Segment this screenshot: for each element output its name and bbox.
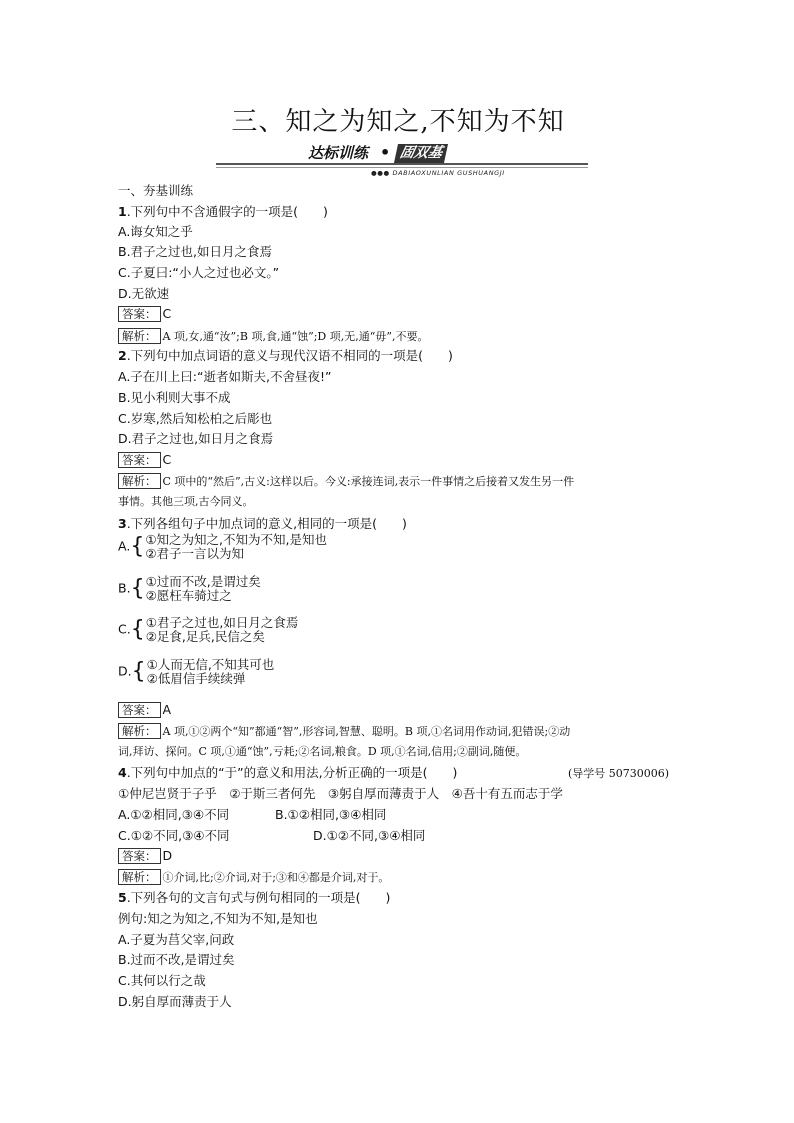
answer-value: D [162, 848, 173, 863]
analysis-text: A 项,女,通“汝”;B 项,食,通“蚀”;D 项,无,通“毋”,不要。 [162, 330, 429, 343]
brace-icon: { [130, 576, 145, 601]
q1-option-c: C.子夏曰:“小人之过也必文。” [118, 265, 280, 280]
question-4-stem [118, 765, 457, 781]
banner-rule-thin [216, 167, 588, 168]
section-heading: 一、夯基训练 [118, 183, 194, 198]
q4-option-c: C.①②不同,③④不同 [118, 828, 230, 843]
question-number: 4 [118, 765, 127, 780]
option-label: C. [118, 621, 131, 637]
q5-option-d: D.躬自厚而薄责于人 [118, 994, 232, 1009]
q2-option-a: A.子在川上曰:“逝者如斯夫,不舍昼夜!” [118, 369, 332, 384]
q4-option-b: B.①②相同,③④相同 [275, 807, 387, 822]
guide-number: (导学号 50730006) [568, 767, 670, 780]
q5-example: 例句:知之为知之,不知为不知,是知也 [118, 911, 318, 926]
question-text: .下列各句的文言句式与例句相同的一项是( ) [126, 890, 391, 905]
q3-option-a [118, 533, 327, 561]
question-number: 5 [118, 890, 127, 905]
q1-option-a: A.诲女知之乎 [118, 224, 193, 239]
option-label: A. [118, 538, 131, 554]
option-line-1: ①君子之过也,如日月之食焉 [145, 615, 299, 630]
option-line-1: ①知之为知之,不知为不知,是知也 [145, 532, 327, 547]
q5-option-b: B.过而不改,是谓过矣 [118, 952, 235, 967]
question-5-stem [118, 890, 390, 906]
q4-option-d: D.①②不同,③④相同 [313, 828, 426, 843]
analysis-text: C 项中的“然后”,古义:这样以后。今义:承接连词,表示一件事情之后接着又发生另一件 [162, 475, 575, 488]
option-line-2: ②愿枉车骑过之 [145, 588, 232, 603]
question-number: 2 [118, 348, 127, 363]
q1-option-b: B.君子之过也,如日月之食焉 [118, 244, 273, 259]
question-2-stem [118, 348, 453, 364]
question-text: .下列句中不含通假字的一项是( ) [126, 204, 328, 219]
page-title: 三、知之为知之,不知为不知 [231, 107, 565, 137]
q3-option-b [118, 575, 261, 603]
answer-value: A [162, 702, 172, 717]
answer-label: 答案： [118, 848, 161, 864]
answer-label: 答案： [118, 702, 161, 718]
question-3-stem [118, 516, 407, 532]
q2-option-d: D.君子之过也,如日月之食焉 [118, 431, 274, 446]
analysis-label: 解析： [118, 328, 161, 344]
option-label: D. [118, 663, 132, 679]
analysis-label: 解析： [118, 723, 161, 739]
analysis-label: 解析： [118, 869, 161, 885]
q5-option-c: C.其何以行之哉 [118, 973, 206, 988]
analysis-label: 解析： [118, 473, 161, 489]
q4-analysis [118, 869, 389, 886]
answer-value: C [162, 306, 172, 321]
banner-rule [216, 163, 588, 165]
q3-analysis-line-1 [118, 723, 570, 740]
banner-dot: • [380, 143, 391, 162]
q2-option-b: B.见小利则大事不成 [118, 390, 231, 405]
q3-answer [118, 702, 171, 718]
q4-items: ①仲尼岂贤于子乎 ②于斯三者何先 ③躬自厚而薄责于人 ④吾十有五而志于学 [118, 786, 563, 801]
banner-subtitle: ●●● DABIAOXUNLIAN GUSHUANGJI [371, 169, 505, 177]
option-line-1: ①人而无信,不知其可也 [146, 657, 275, 672]
q2-analysis-line-2: 事情。其他三项,古今同义。 [118, 495, 254, 508]
q2-answer [118, 452, 171, 468]
q1-analysis [118, 328, 428, 345]
analysis-text: ①介词,比;②介词,对于;③和④都是介词,对于。 [162, 871, 390, 884]
q3-option-c [118, 616, 298, 644]
question-text: .下列各组句子中加点词的意义,相同的一项是( ) [126, 516, 407, 531]
banner-main: 达标训练 [308, 144, 369, 162]
q1-option-d: D.无欲速 [118, 286, 170, 301]
question-number: 1 [118, 204, 127, 219]
answer-label: 答案： [118, 306, 161, 322]
q3-option-d [118, 658, 274, 686]
answer-label: 答案： [118, 452, 161, 468]
q4-answer [118, 848, 172, 864]
option-line-2: ②足食,足兵,民信之矣 [145, 629, 265, 644]
question-number: 3 [118, 516, 127, 531]
q2-option-c: C.岁寒,然后知松柏之后彫也 [118, 411, 273, 426]
answer-value: C [162, 452, 172, 467]
brace-icon: { [131, 659, 146, 684]
q2-analysis-line-1 [118, 473, 574, 490]
option-line-2: ②低眉信手续续弹 [146, 671, 246, 686]
q4-option-a: A.①②相同,③④不同 [118, 807, 230, 822]
option-line-1: ①过而不改,是谓过矣 [145, 574, 261, 589]
brace-icon: { [130, 534, 145, 559]
q1-answer [118, 306, 171, 322]
q3-analysis-line-2: 词,拜访、探问。C 项,①通“蚀”,亏耗;②名词,粮食。D 项,①名词,信用;②副词,随便。 [118, 745, 527, 758]
option-line-2: ②君子一言以为知 [145, 546, 245, 561]
option-label: B. [118, 580, 131, 596]
question-text: .下列句中加点词语的意义与现代汉语不相同的一项是( ) [126, 348, 453, 363]
analysis-text: A 项,①②两个“知”都通“智”,形容词,智慧、聪明。B 项,①名词用作动词,犯错误;②动 [162, 725, 571, 738]
question-1-stem [118, 204, 328, 220]
question-text: .下列句中加点的“于”的意义和用法,分析正确的一项是( ) [126, 765, 458, 780]
q5-option-a: A.子夏为莒父宰,问政 [118, 932, 235, 947]
brace-icon: { [130, 617, 145, 642]
section-banner [216, 143, 588, 177]
banner-box: 固双基 [394, 144, 448, 163]
